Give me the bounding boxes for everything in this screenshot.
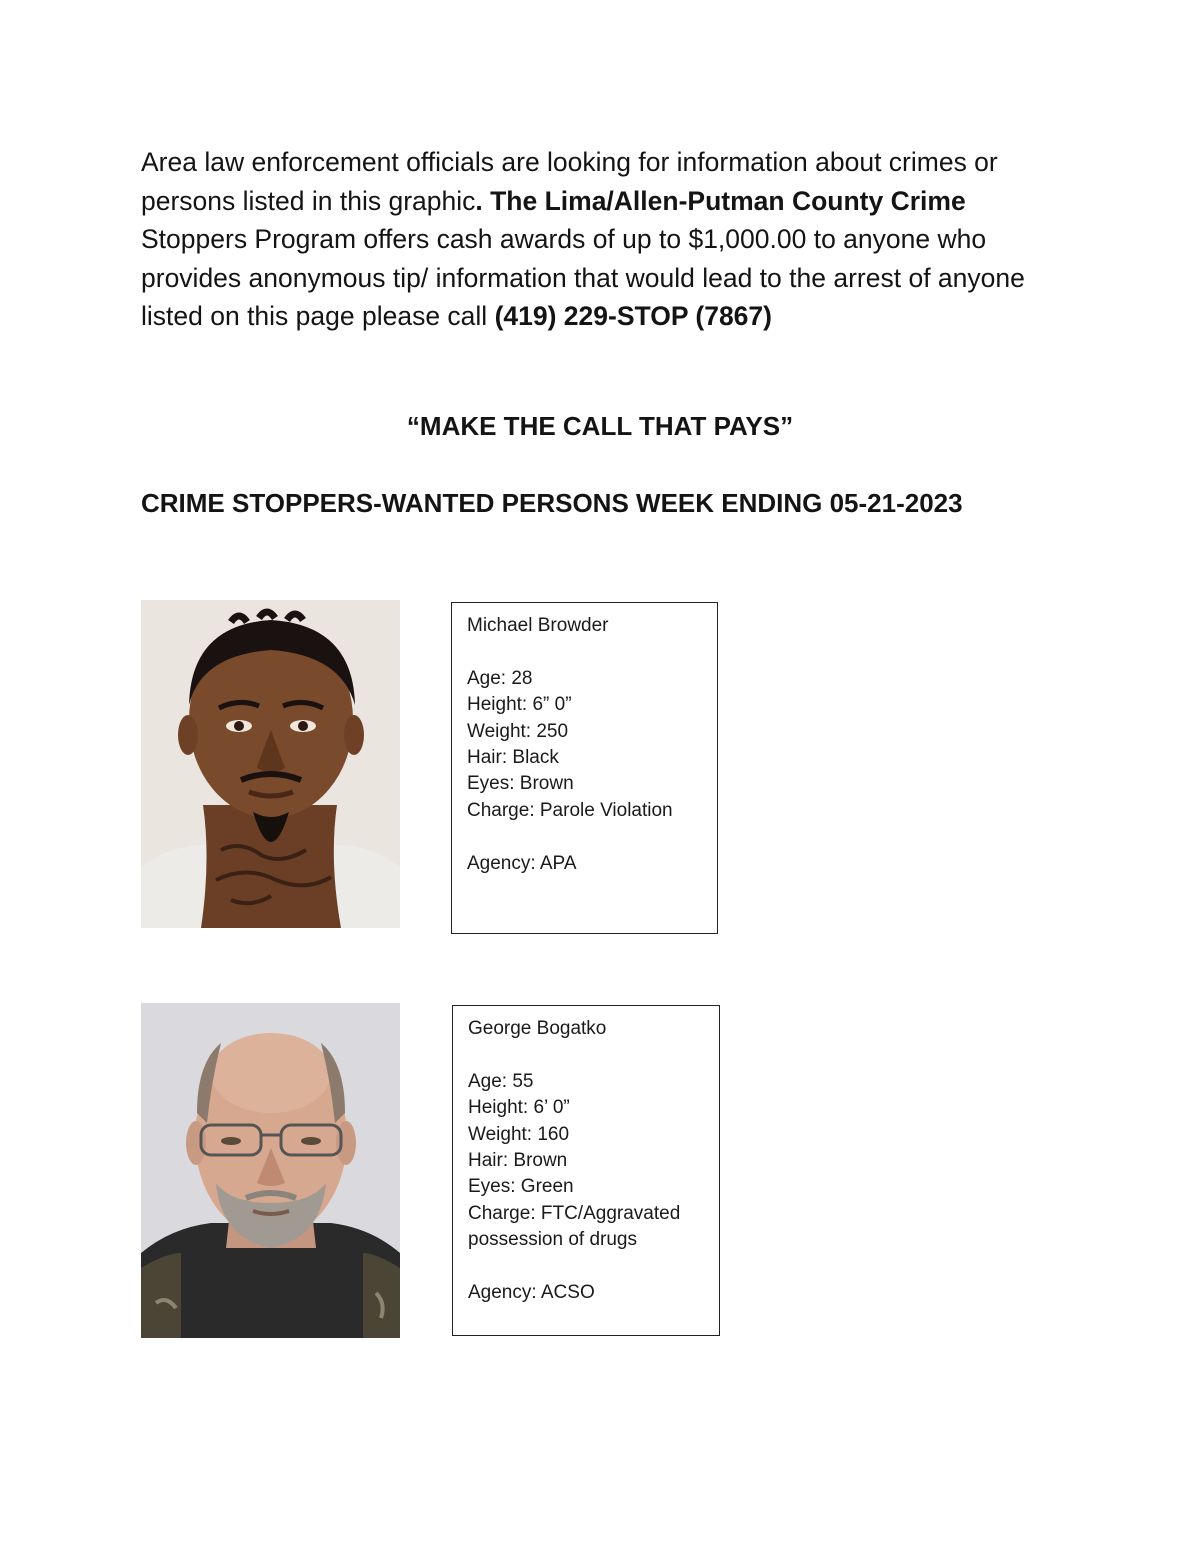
intro-text-1: Area law enforcement officials are looking for information about crimes or persons listed in this graphic xyxy=(141,147,998,216)
slogan: “MAKE THE CALL THAT PAYS” xyxy=(406,411,794,441)
mugshot-1-image xyxy=(141,600,400,928)
person-hair: Hair: Black xyxy=(467,747,559,769)
person-age: Age: 55 xyxy=(468,1070,534,1092)
person-name: George Bogatko xyxy=(468,1018,607,1039)
person-age: Age: 28 xyxy=(467,667,533,689)
person-card-michael-browder xyxy=(451,602,718,934)
person-hair: Hair: Brown xyxy=(468,1150,568,1172)
person-card-george-bogatko xyxy=(452,1005,720,1336)
spacer xyxy=(468,1042,704,1068)
person-charge-continued: possession of drugs xyxy=(468,1229,637,1251)
mugshot-michael-browder xyxy=(141,600,400,928)
spacer xyxy=(467,824,702,850)
person-height: Height: 6’ 0” xyxy=(468,1097,570,1119)
person-charge: Charge: FTC/Aggravated xyxy=(468,1202,681,1224)
person-charge: Charge: Parole Violation xyxy=(467,799,673,821)
person-height: Height: 6” 0” xyxy=(467,694,572,716)
intro-paragraph xyxy=(141,143,1071,336)
person-agency: Agency: APA xyxy=(467,852,577,874)
spacer xyxy=(468,1254,704,1280)
mugshot-george-bogatko xyxy=(141,1003,400,1338)
person-weight: Weight: 160 xyxy=(468,1123,570,1145)
mugshot-2-image xyxy=(141,1003,400,1338)
person-name: Michael Browder xyxy=(467,615,609,636)
person-weight: Weight: 250 xyxy=(467,720,569,742)
person-eyes: Eyes: Brown xyxy=(467,773,574,795)
person-eyes: Eyes: Green xyxy=(468,1176,574,1198)
intro-phone-number: (419) 229-STOP (7867) xyxy=(494,301,772,331)
intro-program-name: . The Lima/Allen-Putman County Crime xyxy=(475,185,966,216)
intro-text-2: Stoppers Program offers cash awards of up to $1,000.00 to anyone who provides anonymous tip/ information that would lead to the arrest of anyone listed on this page please call xyxy=(141,224,1025,331)
spacer xyxy=(467,639,702,665)
person-agency: Agency: ACSO xyxy=(468,1282,595,1304)
page-heading: CRIME STOPPERS-WANTED PERSONS WEEK ENDING 05-21-2023 xyxy=(141,488,963,518)
